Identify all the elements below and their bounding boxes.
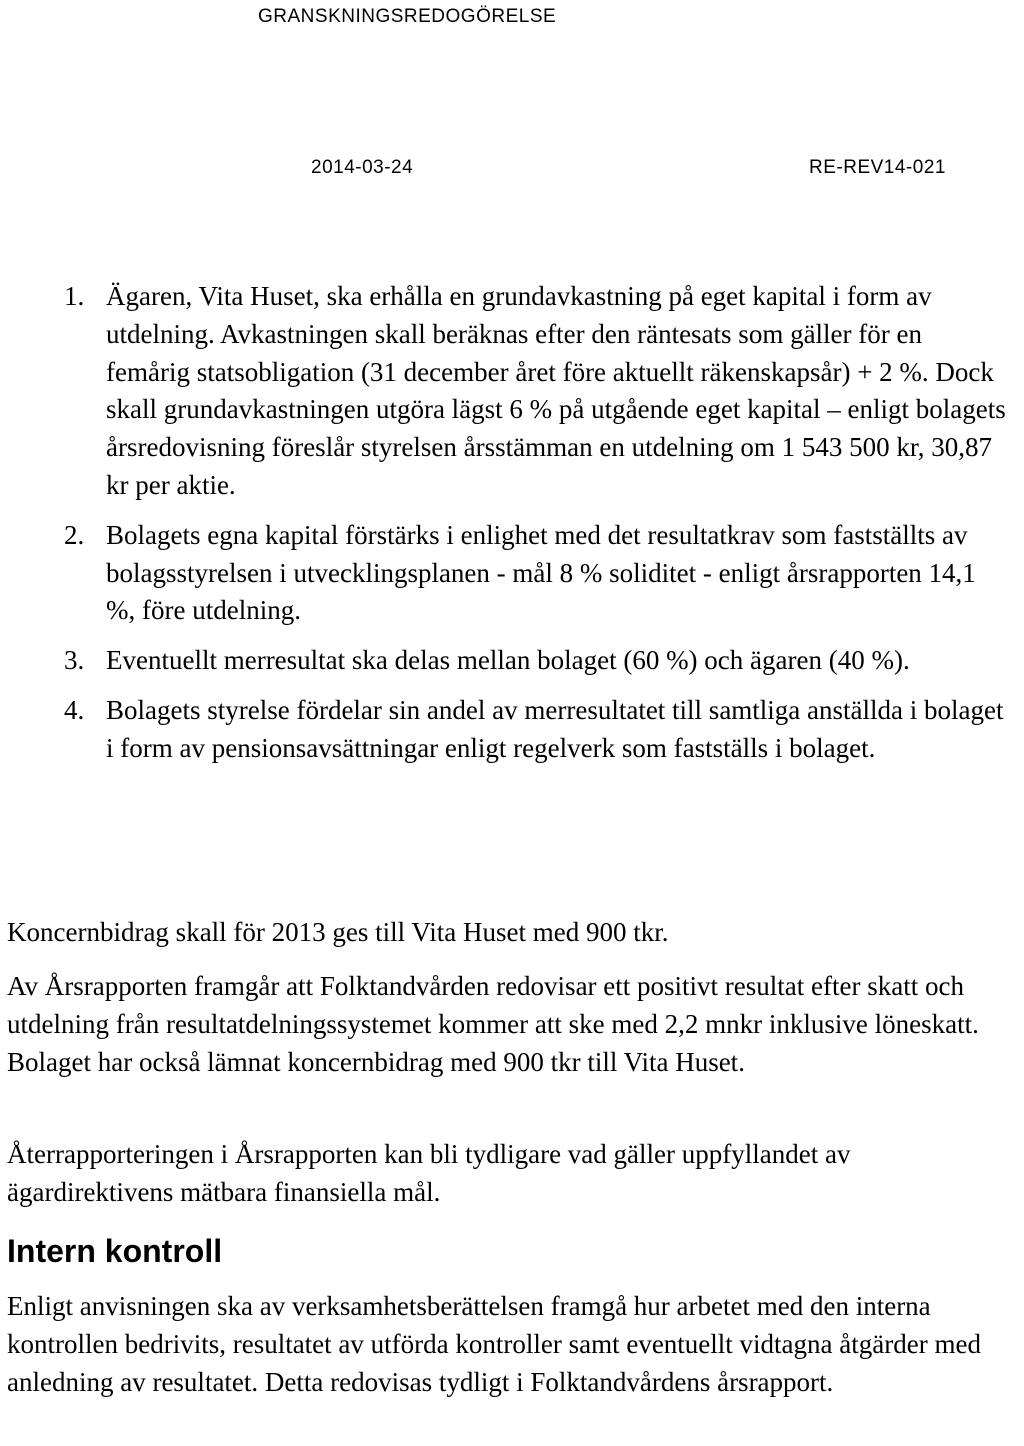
list-item-number: 1. [64,281,85,311]
paragraph-group-contribution: Koncernbidrag skall för 2013 ges till Vita Huset med 900 tkr. [7,917,669,947]
list-item-text: Bolagets styrelse fördelar sin andel av merresultatet till samtliga anställda i bolaget i form av pensionsavsättningar enligt regelverk som fastställs i bolaget. [106,694,1004,763]
paragraph-reporting-clarity: Återrapporteringen i Årsrapporten kan bli tydligare vad gäller uppfyllandet av ägardirektivens mätbara finansiella mål. [7,1139,851,1207]
paragraph-annual-report-result: Av Årsrapporten framgår att Folktandvården redovisar ett positivt resultat efter skatt och utdelning från resultatdelningssystemet kommer att ske med 2,2 mnkr inklusive löneskatt. Bolaget har också lämnat koncernbidrag med 900 tkr till Vita Huset. [7,971,979,1077]
list-item [64,517,1024,630]
section-heading: Intern kontroll [7,1233,223,1269]
list-item [64,278,1024,505]
list-item [64,692,1024,768]
list-item-text: Eventuellt merresultat ska delas mellan bolaget (60 %) och ägaren (40 %). [106,645,910,676]
document-header [0,6,1024,36]
list-item-text: Bolagets egna kapital förstärks i enlighet med det resultatkrav som fastställts av bolagsstyrelsen i utvecklingsplanen - mål 8 % soliditet - enligt årsrapporten 14,1 %, före utdelning. [106,519,976,626]
list-item-text: Ägaren, Vita Huset, ska erhålla en grundavkastning på eget kapital i form av utdelning. Avkastningen skall beräknas efter den räntesats som gäller för en femårig statsobligation (31 december året före aktuellt räkenskapsår) + 2 %. Dock skall grundavkastningen utgöra lägst 6 % på utgående eget kapital – enligt bolagets årsredovisning föreslår styrelsen årsstämman en utdelning om 1 543 500 kr, 30,87 kr per aktie. [106,281,1006,500]
list-item [64,642,1024,680]
numbered-list [64,278,1024,768]
paragraph-internal-control: Enligt anvisningen ska av verksamhetsberättelsen framgå hur arbetet med den interna kontrollen bedrivits, resultatet av utförda kontroller samt eventuellt vidtagna åtgärder med anledning av resultatet. Detta redovisas tydligt i Folktandvårdens årsrapport. [7,1291,981,1397]
list-item-number: 4. [64,694,85,725]
document-date: 2014-03-24 [311,157,414,178]
list-item-number: 2. [64,519,85,550]
list-item-number: 3. [64,645,85,676]
document-reference-number: RE-REV14-021 [809,157,946,178]
document-type-label: GRANSKNINGSREDOGÖRELSE [258,6,557,27]
